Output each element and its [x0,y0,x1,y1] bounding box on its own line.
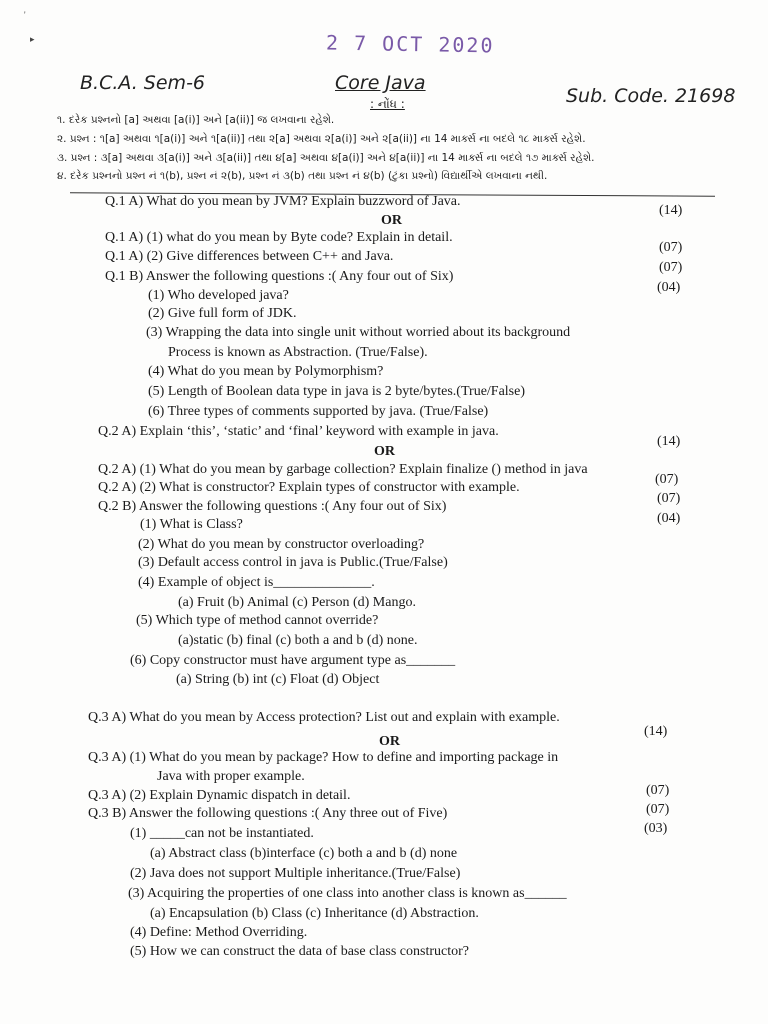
q3-item: (5) How we can construct the data of base class constructor? [130,944,469,959]
q2-b: Q.2 B) Answer the following questions :( Any four out of Six) [98,499,447,514]
q1-a1-marks: (07) [659,240,683,255]
q3-item: (2) Java does not support Multiple inheritance.(True/False) [130,866,461,881]
q1-item: (6) Three types of comments supported by java. (True/False) [148,404,489,419]
q1-b: Q.1 B) Answer the following questions :( Any four out of Six) [105,269,454,284]
instruction-2: ૨. પ્રશ્ન : ૧[a] અથવા ૧[a(i)] અને ૧[a(ii)] તથા ૨[a] અથવા ૨[a(i)] અને ૨[a(ii)] ના 14 માર્ક્સ ના બદલે ૧૮ માર્ક્સ રહેશે. [57,133,586,145]
q2-item: (1) What is Class? [140,517,243,532]
q3-a2: Q.3 A) (2) Explain Dynamic dispatch in detail. [88,788,351,803]
q2-a2-marks: (07) [657,491,681,506]
date-stamp: 2 7 OCT 2020 [325,30,495,58]
q1-item: (1) Who developed java? [148,288,289,303]
instruction-3: ૩. પ્રશ્ન : ૩[a] અથવા ૩[a(i)] અને ૩[a(ii)] તથા ૪[a] અથવા ૪[a(i)] અને ૪[a(ii)] ના 14 માર્ક્સ ના બદલે ૧૭ માર્ક્સ રહેશે. [57,152,595,164]
q2-item: (a)static (b) final (c) both a and b (d) none. [178,633,418,648]
q1-a2: Q.1 A) (2) Give differences between C++ and Java. [105,249,394,264]
q2-item: (6) Copy constructor must have argument type as_______ [130,653,456,668]
q2-b-marks: (04) [657,511,681,526]
q2-a1-marks: (07) [655,472,679,487]
q3-or: OR [379,734,400,749]
q1-a1: Q.1 A) (1) what do you mean by Byte code? Explain in detail. [105,230,453,245]
q2-item: (4) Example of object is______________. [138,575,375,590]
course-label: B.C.A. Sem-6 [80,72,206,94]
q2-item: (3) Default access control in java is Public.(True/False) [138,555,448,570]
instruction-4: ૪. દરેક પ્રશ્નનો પ્રશ્ન નં ૧(b), પ્રશ્ન નં ૨(b), પ્રશ્ન નં ૩(b) તથા પ્રશ્ન નં ૪(b) (ટુંકા પ્રશ્નો) વિદ્યાર્થીએ લખવાના નથી. [57,170,548,182]
q3-b: Q.3 B) Answer the following questions :( Any three out of Five) [88,806,448,821]
q2-item: (2) What do you mean by constructor overloading? [138,537,425,552]
q1-item: (2) Give full form of JDK. [148,306,297,321]
q3-item: (4) Define: Method Overriding. [130,925,308,940]
subject-label: Core Java [335,72,426,94]
q1-item: (3) Wrapping the data into single unit without worried about its background [146,325,571,340]
q1-or: OR [381,213,402,228]
q3-a2-marks: (07) [646,802,670,817]
q2-a: Q.2 A) Explain ‘this’, ‘static’ and ‘final’ keyword with example in java. [98,424,499,439]
q3-a1: Q.3 A) (1) What do you mean by package? How to define and importing package in [88,750,559,765]
q2-item: (5) Which type of method cannot override? [136,613,379,628]
q1-a-marks: (14) [659,203,683,218]
q3-b-marks: (03) [644,821,668,836]
q3-a1-marks: (07) [646,783,670,798]
q3-item: (3) Acquiring the properties of one class into another class is known as______ [128,886,567,901]
q3-a: Q.3 A) What do you mean by Access protection? List out and explain with example. [88,710,560,725]
q3-a1-cont: Java with proper example. [157,769,305,784]
q1-item: (5) Length of Boolean data type in java is 2 byte/bytes.(True/False) [148,384,526,399]
q1-item: (4) What do you mean by Polymorphism? [148,364,384,379]
q2-a1: Q.2 A) (1) What do you mean by garbage collection? Explain finalize () method in java [98,462,588,477]
scan-mark: ▸ [30,34,35,44]
q3-item: (1) _____can not be instantiated. [130,826,314,841]
q2-a2: Q.2 A) (2) What is constructor? Explain types of constructor with example. [98,480,520,495]
q3-a-marks: (14) [644,724,668,739]
q3-item: (a) Encapsulation (b) Class (c) Inheritance (d) Abstraction. [150,906,479,921]
q3-item: (a) Abstract class (b)interface (c) both a and b (d) none [150,846,458,861]
q1-item: Process is known as Abstraction. (True/False). [168,345,428,360]
q1-a: Q.1 A) What do you mean by JVM? Explain buzzword of Java. [105,194,461,209]
q2-a-marks: (14) [657,434,681,449]
q1-b-marks: (04) [657,280,681,295]
q2-item: (a) String (b) int (c) Float (d) Object [176,672,380,687]
note-title: : નોંધ : [370,97,405,111]
subject-code-label: Sub. Code. 21698 [566,85,736,107]
q2-item: (a) Fruit (b) Animal (c) Person (d) Mango. [178,595,416,610]
q1-a2-marks: (07) [659,260,683,275]
scan-mark: ' [24,10,26,20]
q2-or: OR [374,444,395,459]
instruction-1: ૧. દરેક પ્રશ્નનો [a] અથવા [a(i)] અને [a(ii)] જ લખવાના રહેશે. [57,114,335,126]
